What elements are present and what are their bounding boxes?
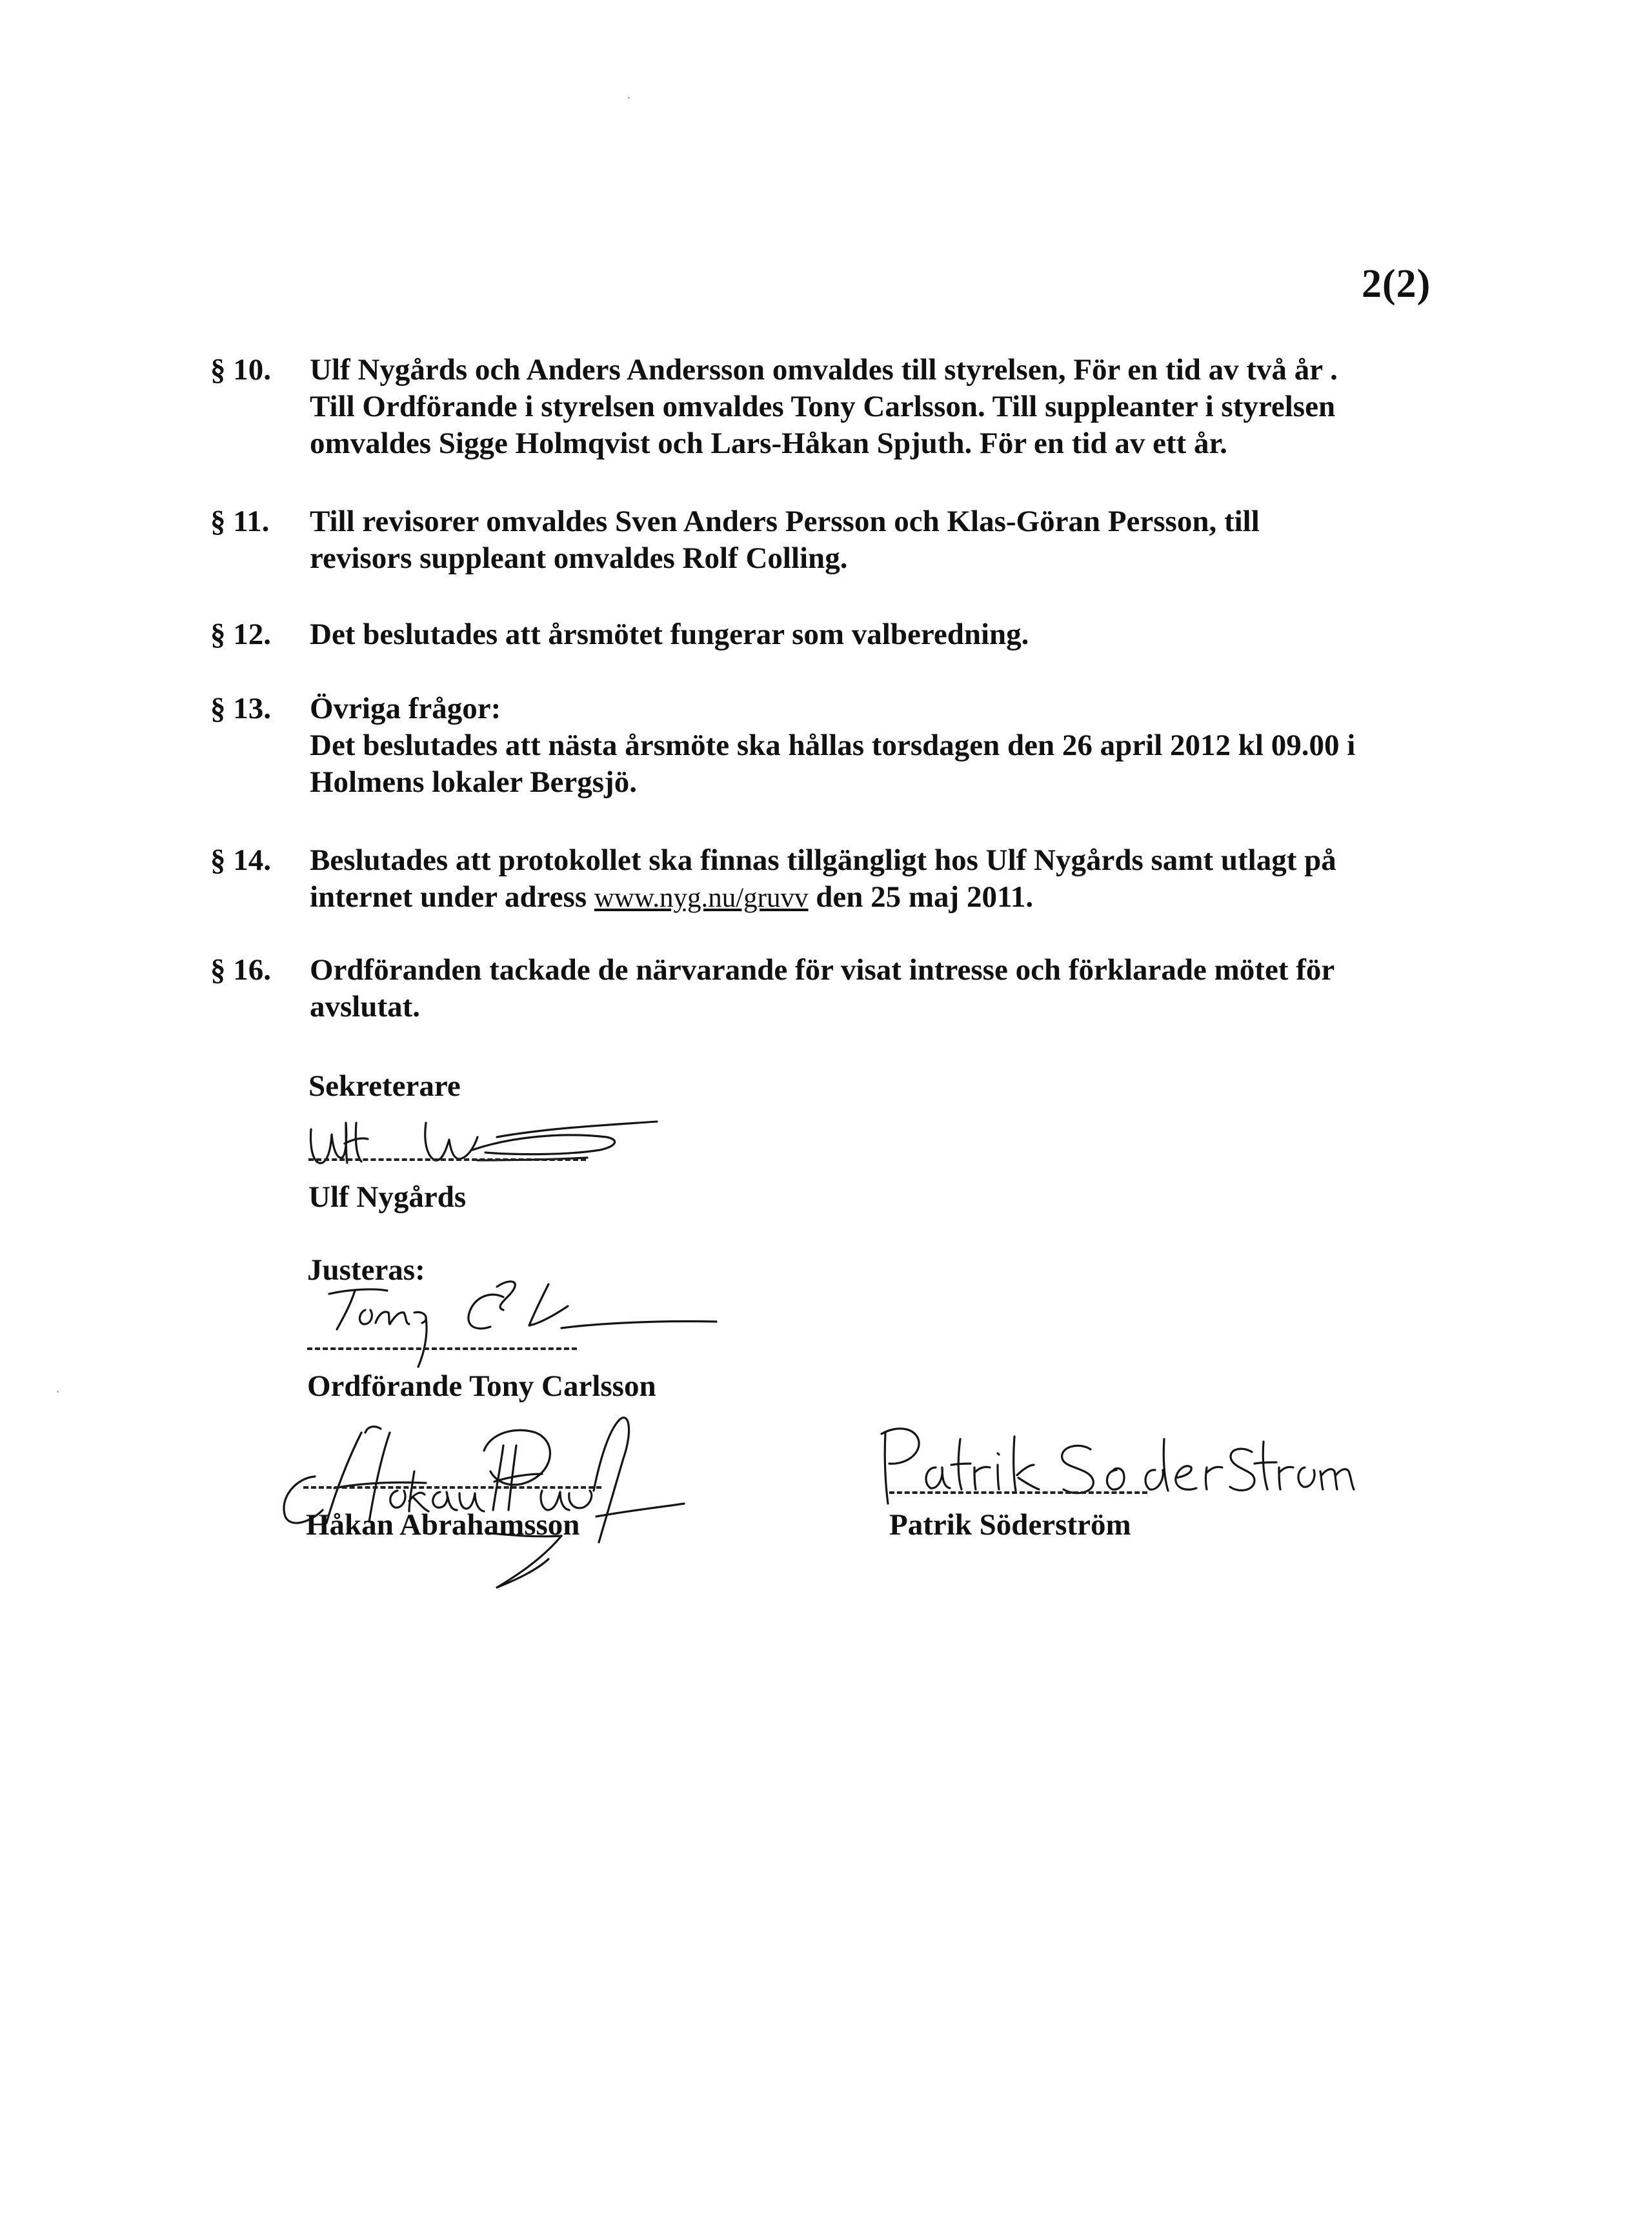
page-number: 2(2) — [1362, 262, 1431, 306]
section-text — [310, 690, 1536, 801]
text-fragment: den 25 maj 2011. — [808, 880, 1034, 914]
section-text — [310, 616, 1536, 653]
section-text — [310, 842, 1536, 916]
text-line: Ordföranden tackade de närvarande för visat intresse och förklarade mötet för — [310, 953, 1335, 987]
text-line: Till Ordförande i styrelsen omvaldes Tony Carlsson. Till suppleanter i styrelsen — [310, 390, 1336, 423]
scan-speck — [628, 97, 630, 99]
section-number: § 12. — [210, 618, 271, 651]
signature-line — [303, 1486, 601, 1489]
text-line: Ulf Nygårds och Anders Andersson omvaldes till styrelsen, För en tid av två år . — [310, 353, 1338, 387]
signer2-name: Patrik Söderström — [889, 1508, 1131, 1542]
section-number: § 14. — [210, 843, 271, 877]
text-line: omvaldes Sigge Holmqvist och Lars-Håkan Spjuth. För en tid av ett år. — [310, 427, 1227, 460]
text-line: Beslutades att protokollet ska finnas tillgängligt hos Ulf Nygårds samt utlagt på — [310, 843, 1336, 877]
chair-name: Ordförande Tony Carlsson — [307, 1369, 656, 1403]
section-number: § 13. — [210, 692, 271, 725]
secretary-name: Ulf Nygårds — [308, 1180, 467, 1214]
signature-line — [308, 1158, 586, 1161]
signature-line — [307, 1347, 577, 1350]
website-link[interactable]: www.nyg.nu/gruvv — [594, 883, 809, 913]
text-line: revisors suppleant omvaldes Rolf Colling. — [310, 541, 848, 575]
text-line: Till revisorer omvaldes Sven Anders Persson och Klas-Göran Persson, till — [310, 505, 1260, 538]
section-text — [310, 503, 1536, 577]
text-line: Holmens lokaler Bergsjö. — [310, 765, 637, 799]
scan-speck — [57, 1391, 59, 1393]
text-fragment: internet under adress — [310, 880, 594, 914]
section-number: § 10. — [210, 353, 271, 387]
adjusted-label: Justeras: — [307, 1253, 425, 1287]
text-line: avslutat. — [310, 990, 421, 1023]
signature-line — [889, 1491, 1147, 1494]
secretary-role-label: Sekreterare — [308, 1069, 461, 1103]
text-line: Det beslutades att nästa årsmöte ska hållas torsdagen den 26 april 2012 kl 09.00 i — [310, 729, 1356, 762]
signer1-name: Håkan Abrahamsson — [306, 1508, 580, 1542]
text-line — [310, 879, 1536, 916]
section-text — [310, 952, 1536, 1025]
signature-patrik-soderstrom — [871, 1413, 1362, 1517]
text-line: Övriga frågor: — [310, 692, 501, 725]
text-line: Det beslutades att årsmötet fungerar som valberedning. — [310, 618, 1029, 651]
signature-ulf-nygards — [303, 1103, 665, 1181]
section-number: § 16. — [210, 953, 271, 987]
section-number: § 11. — [210, 505, 270, 538]
section-text — [310, 352, 1536, 462]
